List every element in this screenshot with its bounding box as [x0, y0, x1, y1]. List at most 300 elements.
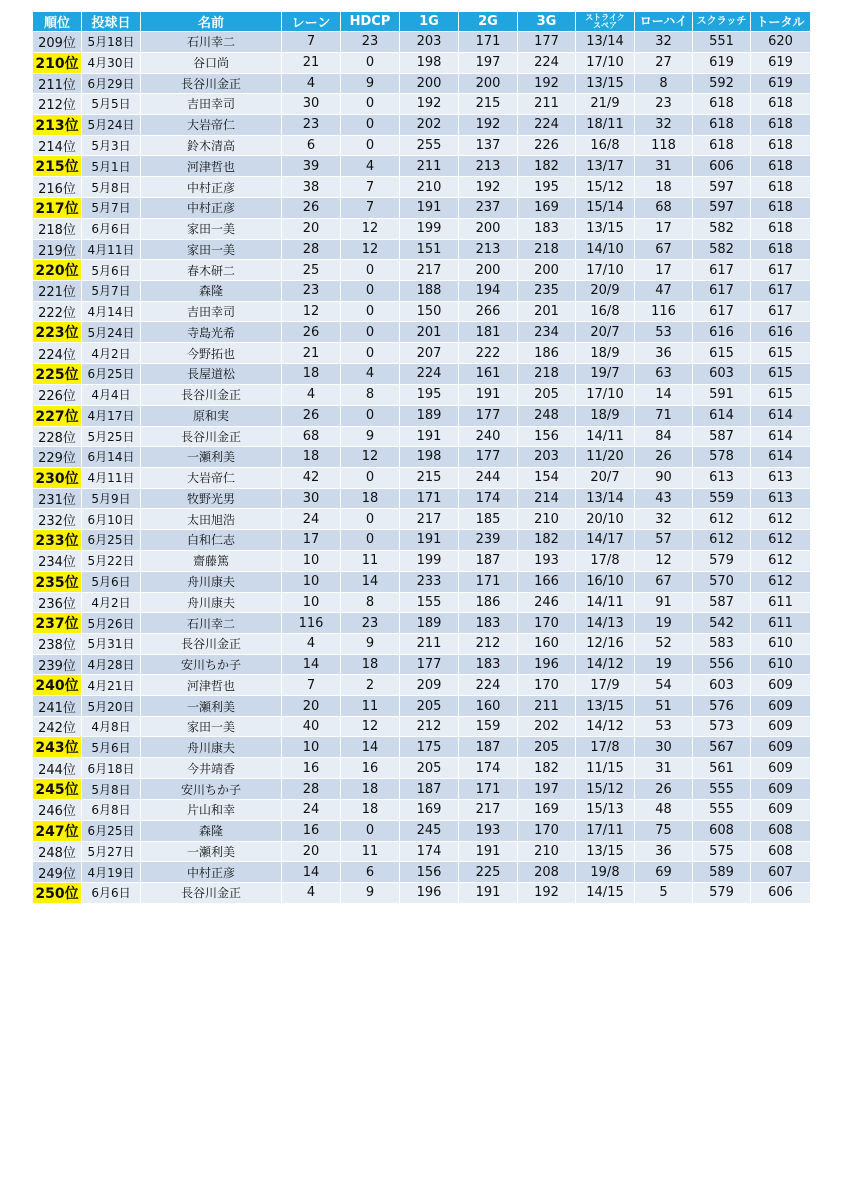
cell-rank: 215位 — [33, 156, 82, 177]
cell-date: 6月6日 — [82, 218, 141, 239]
cell-game3: 170 — [518, 820, 576, 841]
cell-total: 613 — [751, 467, 811, 488]
cell-name: 大岩帝仁 — [141, 467, 282, 488]
cell-lane: 26 — [282, 322, 341, 343]
cell-hdcp: 8 — [341, 592, 400, 613]
cell-game3: 201 — [518, 301, 576, 322]
cell-strike-spare: 17/8 — [576, 550, 635, 571]
cell-lane: 40 — [282, 716, 341, 737]
table-row — [33, 177, 811, 198]
cell-rank: 242位 — [33, 716, 82, 737]
cell-hdcp: 0 — [341, 281, 400, 302]
cell-game1: 189 — [400, 405, 459, 426]
table-row — [33, 218, 811, 239]
cell-total: 609 — [751, 800, 811, 821]
cell-rank: 220位 — [33, 260, 82, 281]
cell-lane: 16 — [282, 820, 341, 841]
cell-low-high: 31 — [635, 758, 693, 779]
cell-game2: 174 — [459, 488, 518, 509]
cell-name: 今野拓也 — [141, 343, 282, 364]
cell-rank: 248位 — [33, 841, 82, 862]
table-row — [33, 156, 811, 177]
cell-scratch: 618 — [693, 114, 751, 135]
cell-scratch: 582 — [693, 218, 751, 239]
cell-date: 4月11日 — [82, 467, 141, 488]
cell-strike-spare: 17/8 — [576, 737, 635, 758]
cell-scratch: 555 — [693, 779, 751, 800]
cell-scratch: 578 — [693, 447, 751, 468]
cell-name: 谷口尚 — [141, 52, 282, 73]
cell-hdcp: 18 — [341, 654, 400, 675]
cell-low-high: 118 — [635, 135, 693, 156]
cell-game2: 225 — [459, 862, 518, 883]
cell-strike-spare: 17/9 — [576, 675, 635, 696]
cell-rank: 230位 — [33, 467, 82, 488]
cell-lane: 17 — [282, 529, 341, 550]
cell-game1: 202 — [400, 114, 459, 135]
cell-hdcp: 0 — [341, 52, 400, 73]
cell-low-high: 17 — [635, 260, 693, 281]
cell-date: 6月29日 — [82, 73, 141, 94]
cell-strike-spare: 16/8 — [576, 135, 635, 156]
cell-date: 6月18日 — [82, 758, 141, 779]
cell-scratch: 606 — [693, 156, 751, 177]
cell-strike-spare: 20/10 — [576, 509, 635, 530]
cell-name: 片山和幸 — [141, 800, 282, 821]
table-row — [33, 529, 811, 550]
cell-game1: 187 — [400, 779, 459, 800]
cell-game1: 209 — [400, 675, 459, 696]
cell-rank: 217位 — [33, 197, 82, 218]
cell-game1: 224 — [400, 363, 459, 384]
cell-game3: 170 — [518, 675, 576, 696]
cell-date: 5月7日 — [82, 197, 141, 218]
cell-low-high: 68 — [635, 197, 693, 218]
cell-total: 607 — [751, 862, 811, 883]
cell-low-high: 63 — [635, 363, 693, 384]
cell-hdcp: 12 — [341, 447, 400, 468]
cell-strike-spare: 11/15 — [576, 758, 635, 779]
cell-strike-spare: 13/14 — [576, 488, 635, 509]
cell-game1: 169 — [400, 800, 459, 821]
cell-total: 612 — [751, 571, 811, 592]
cell-strike-spare: 15/12 — [576, 177, 635, 198]
table-row — [33, 260, 811, 281]
cell-lane: 28 — [282, 239, 341, 260]
table-row — [33, 550, 811, 571]
cell-lane: 20 — [282, 218, 341, 239]
header-strike-label: ストライク — [585, 12, 625, 22]
header-date: 投球日 — [82, 12, 141, 32]
cell-scratch: 582 — [693, 239, 751, 260]
cell-low-high: 116 — [635, 301, 693, 322]
cell-hdcp: 0 — [341, 114, 400, 135]
cell-strike-spare: 14/15 — [576, 882, 635, 903]
header-spare-label: スペア — [593, 20, 617, 30]
header-strike-spare — [576, 12, 635, 32]
cell-total: 616 — [751, 322, 811, 343]
cell-low-high: 52 — [635, 634, 693, 655]
cell-low-high: 75 — [635, 820, 693, 841]
cell-strike-spare: 14/12 — [576, 654, 635, 675]
cell-game1: 177 — [400, 654, 459, 675]
cell-game2: 171 — [459, 32, 518, 53]
cell-hdcp: 23 — [341, 32, 400, 53]
cell-name: 家田一美 — [141, 716, 282, 737]
cell-date: 5月3日 — [82, 135, 141, 156]
cell-game3: 226 — [518, 135, 576, 156]
cell-rank: 237位 — [33, 613, 82, 634]
cell-scratch: 591 — [693, 384, 751, 405]
cell-date: 5月20日 — [82, 696, 141, 717]
cell-name: 寺島光希 — [141, 322, 282, 343]
cell-game2: 171 — [459, 571, 518, 592]
cell-hdcp: 0 — [341, 820, 400, 841]
cell-hdcp: 7 — [341, 177, 400, 198]
cell-strike-spare: 14/11 — [576, 592, 635, 613]
cell-name: 中村正彦 — [141, 862, 282, 883]
table-row — [33, 592, 811, 613]
table-row — [33, 841, 811, 862]
cell-low-high: 12 — [635, 550, 693, 571]
cell-rank: 216位 — [33, 177, 82, 198]
table-row — [33, 758, 811, 779]
cell-lane: 20 — [282, 841, 341, 862]
cell-low-high: 67 — [635, 571, 693, 592]
cell-strike-spare: 16/8 — [576, 301, 635, 322]
cell-lane: 4 — [282, 73, 341, 94]
cell-date: 5月18日 — [82, 32, 141, 53]
cell-date: 4月11日 — [82, 239, 141, 260]
header-low-high: ローハイ — [635, 12, 693, 32]
cell-strike-spare: 13/15 — [576, 73, 635, 94]
cell-lane: 26 — [282, 405, 341, 426]
cell-game1: 175 — [400, 737, 459, 758]
cell-game3: 211 — [518, 696, 576, 717]
cell-game1: 156 — [400, 862, 459, 883]
table-row — [33, 363, 811, 384]
cell-date: 5月6日 — [82, 260, 141, 281]
cell-rank: 227位 — [33, 405, 82, 426]
cell-low-high: 14 — [635, 384, 693, 405]
cell-scratch: 587 — [693, 592, 751, 613]
cell-game1: 199 — [400, 550, 459, 571]
cell-name: 太田旭浩 — [141, 509, 282, 530]
cell-strike-spare: 15/14 — [576, 197, 635, 218]
cell-game1: 255 — [400, 135, 459, 156]
cell-total: 609 — [751, 737, 811, 758]
cell-name: 牧野光男 — [141, 488, 282, 509]
cell-date: 6月25日 — [82, 820, 141, 841]
cell-total: 618 — [751, 156, 811, 177]
cell-date: 4月2日 — [82, 592, 141, 613]
cell-strike-spare: 18/11 — [576, 114, 635, 135]
cell-scratch: 556 — [693, 654, 751, 675]
cell-rank: 221位 — [33, 281, 82, 302]
cell-rank: 218位 — [33, 218, 82, 239]
cell-game1: 201 — [400, 322, 459, 343]
cell-game1: 203 — [400, 32, 459, 53]
cell-total: 617 — [751, 281, 811, 302]
cell-strike-spare: 13/15 — [576, 696, 635, 717]
cell-name: 石川幸二 — [141, 32, 282, 53]
table-row — [33, 862, 811, 883]
cell-name: 安川ちか子 — [141, 779, 282, 800]
cell-game1: 191 — [400, 426, 459, 447]
cell-lane: 14 — [282, 654, 341, 675]
cell-date: 6月25日 — [82, 529, 141, 550]
cell-game3: 246 — [518, 592, 576, 613]
cell-total: 608 — [751, 820, 811, 841]
cell-total: 610 — [751, 654, 811, 675]
cell-strike-spare: 19/8 — [576, 862, 635, 883]
cell-name: 吉田幸司 — [141, 94, 282, 115]
cell-scratch: 612 — [693, 509, 751, 530]
table-row — [33, 571, 811, 592]
cell-low-high: 71 — [635, 405, 693, 426]
cell-date: 5月6日 — [82, 737, 141, 758]
cell-lane: 39 — [282, 156, 341, 177]
cell-rank: 239位 — [33, 654, 82, 675]
cell-lane: 10 — [282, 550, 341, 571]
cell-total: 618 — [751, 239, 811, 260]
cell-rank: 241位 — [33, 696, 82, 717]
cell-date: 6月6日 — [82, 882, 141, 903]
cell-hdcp: 12 — [341, 218, 400, 239]
cell-scratch: 613 — [693, 467, 751, 488]
cell-strike-spare: 20/7 — [576, 322, 635, 343]
cell-scratch: 587 — [693, 426, 751, 447]
cell-game1: 171 — [400, 488, 459, 509]
cell-rank: 229位 — [33, 447, 82, 468]
cell-scratch: 561 — [693, 758, 751, 779]
cell-game1: 210 — [400, 177, 459, 198]
cell-lane: 28 — [282, 779, 341, 800]
cell-game1: 205 — [400, 696, 459, 717]
cell-name: 今井靖香 — [141, 758, 282, 779]
header-name: 名前 — [141, 12, 282, 32]
cell-game3: 195 — [518, 177, 576, 198]
cell-rank: 211位 — [33, 73, 82, 94]
table-row — [33, 613, 811, 634]
cell-scratch: 573 — [693, 716, 751, 737]
cell-total: 614 — [751, 405, 811, 426]
table-row — [33, 634, 811, 655]
cell-game2: 200 — [459, 73, 518, 94]
cell-game2: 159 — [459, 716, 518, 737]
cell-date: 5月25日 — [82, 426, 141, 447]
cell-lane: 25 — [282, 260, 341, 281]
cell-low-high: 84 — [635, 426, 693, 447]
cell-game1: 207 — [400, 343, 459, 364]
cell-strike-spare: 14/11 — [576, 426, 635, 447]
cell-game1: 191 — [400, 529, 459, 550]
cell-rank: 210位 — [33, 52, 82, 73]
cell-lane: 21 — [282, 52, 341, 73]
table-row — [33, 882, 811, 903]
table-row — [33, 509, 811, 530]
cell-game2: 212 — [459, 634, 518, 655]
cell-game2: 197 — [459, 52, 518, 73]
cell-game1: 217 — [400, 509, 459, 530]
cell-hdcp: 0 — [341, 301, 400, 322]
cell-total: 606 — [751, 882, 811, 903]
cell-game2: 213 — [459, 239, 518, 260]
table-row — [33, 239, 811, 260]
table-row — [33, 426, 811, 447]
cell-game3: 224 — [518, 114, 576, 135]
cell-rank: 240位 — [33, 675, 82, 696]
table-row — [33, 135, 811, 156]
cell-game3: 205 — [518, 737, 576, 758]
cell-low-high: 53 — [635, 716, 693, 737]
table-row — [33, 716, 811, 737]
cell-rank: 228位 — [33, 426, 82, 447]
cell-game3: 192 — [518, 882, 576, 903]
cell-name: 一瀬利美 — [141, 841, 282, 862]
cell-total: 614 — [751, 447, 811, 468]
cell-date: 5月8日 — [82, 177, 141, 198]
cell-strike-spare: 13/15 — [576, 841, 635, 862]
cell-game2: 174 — [459, 758, 518, 779]
cell-game3: 186 — [518, 343, 576, 364]
cell-rank: 249位 — [33, 862, 82, 883]
cell-game2: 177 — [459, 405, 518, 426]
cell-total: 615 — [751, 363, 811, 384]
cell-total: 609 — [751, 716, 811, 737]
cell-date: 4月2日 — [82, 343, 141, 364]
cell-game2: 215 — [459, 94, 518, 115]
cell-date: 5月22日 — [82, 550, 141, 571]
cell-strike-spare: 20/9 — [576, 281, 635, 302]
cell-game2: 237 — [459, 197, 518, 218]
cell-lane: 4 — [282, 882, 341, 903]
cell-strike-spare: 20/7 — [576, 467, 635, 488]
cell-date: 5月26日 — [82, 613, 141, 634]
cell-scratch: 589 — [693, 862, 751, 883]
cell-total: 618 — [751, 218, 811, 239]
cell-game2: 160 — [459, 696, 518, 717]
cell-game3: 196 — [518, 654, 576, 675]
cell-hdcp: 9 — [341, 634, 400, 655]
cell-low-high: 67 — [635, 239, 693, 260]
cell-game2: 187 — [459, 737, 518, 758]
cell-total: 611 — [751, 613, 811, 634]
cell-scratch: 608 — [693, 820, 751, 841]
cell-game1: 211 — [400, 634, 459, 655]
cell-game3: 169 — [518, 197, 576, 218]
cell-name: 安川ちか子 — [141, 654, 282, 675]
cell-scratch: 603 — [693, 675, 751, 696]
cell-rank: 226位 — [33, 384, 82, 405]
cell-low-high: 26 — [635, 447, 693, 468]
table-row — [33, 447, 811, 468]
cell-name: 原和実 — [141, 405, 282, 426]
cell-game2: 222 — [459, 343, 518, 364]
cell-date: 5月9日 — [82, 488, 141, 509]
cell-lane: 4 — [282, 384, 341, 405]
cell-game3: 234 — [518, 322, 576, 343]
cell-date: 4月14日 — [82, 301, 141, 322]
cell-lane: 16 — [282, 758, 341, 779]
cell-date: 4月30日 — [82, 52, 141, 73]
cell-lane: 30 — [282, 488, 341, 509]
cell-date: 5月1日 — [82, 156, 141, 177]
cell-name: 齋藤篤 — [141, 550, 282, 571]
cell-name: 森隆 — [141, 281, 282, 302]
cell-hdcp: 9 — [341, 882, 400, 903]
cell-rank: 244位 — [33, 758, 82, 779]
header-game3: 3G — [518, 12, 576, 32]
cell-scratch: 614 — [693, 405, 751, 426]
cell-date: 4月28日 — [82, 654, 141, 675]
table-row — [33, 800, 811, 821]
cell-game2: 200 — [459, 260, 518, 281]
cell-low-high: 27 — [635, 52, 693, 73]
cell-hdcp: 2 — [341, 675, 400, 696]
cell-name: 長谷川金正 — [141, 882, 282, 903]
header-game2: 2G — [459, 12, 518, 32]
cell-low-high: 91 — [635, 592, 693, 613]
cell-game1: 211 — [400, 156, 459, 177]
cell-strike-spare: 18/9 — [576, 405, 635, 426]
cell-low-high: 90 — [635, 467, 693, 488]
cell-game2: 187 — [459, 550, 518, 571]
cell-strike-spare: 16/10 — [576, 571, 635, 592]
cell-name: 大岩帝仁 — [141, 114, 282, 135]
cell-name: 長谷川金正 — [141, 73, 282, 94]
cell-game3: 156 — [518, 426, 576, 447]
cell-game2: 186 — [459, 592, 518, 613]
cell-rank: 250位 — [33, 882, 82, 903]
cell-game2: 239 — [459, 529, 518, 550]
cell-lane: 116 — [282, 613, 341, 634]
cell-scratch: 597 — [693, 197, 751, 218]
cell-low-high: 17 — [635, 218, 693, 239]
cell-strike-spare: 13/17 — [576, 156, 635, 177]
table-row — [33, 114, 811, 135]
cell-lane: 21 — [282, 343, 341, 364]
cell-game1: 198 — [400, 52, 459, 73]
cell-scratch: 555 — [693, 800, 751, 821]
cell-low-high: 54 — [635, 675, 693, 696]
cell-name: 吉田幸司 — [141, 301, 282, 322]
table-row — [33, 322, 811, 343]
table-row — [33, 405, 811, 426]
cell-scratch: 570 — [693, 571, 751, 592]
cell-hdcp: 6 — [341, 862, 400, 883]
cell-name: 中村正彦 — [141, 197, 282, 218]
cell-lane: 20 — [282, 696, 341, 717]
cell-game3: 166 — [518, 571, 576, 592]
cell-name: 中村正彦 — [141, 177, 282, 198]
table-row — [33, 654, 811, 675]
cell-rank: 222位 — [33, 301, 82, 322]
cell-date: 5月6日 — [82, 571, 141, 592]
table-row — [33, 675, 811, 696]
cell-date: 5月27日 — [82, 841, 141, 862]
cell-strike-spare: 19/7 — [576, 363, 635, 384]
cell-date: 5月8日 — [82, 779, 141, 800]
cell-strike-spare: 14/10 — [576, 239, 635, 260]
cell-game3: 169 — [518, 800, 576, 821]
cell-scratch: 575 — [693, 841, 751, 862]
cell-date: 6月14日 — [82, 447, 141, 468]
cell-game3: 248 — [518, 405, 576, 426]
cell-hdcp: 0 — [341, 94, 400, 115]
cell-scratch: 617 — [693, 301, 751, 322]
cell-hdcp: 14 — [341, 571, 400, 592]
